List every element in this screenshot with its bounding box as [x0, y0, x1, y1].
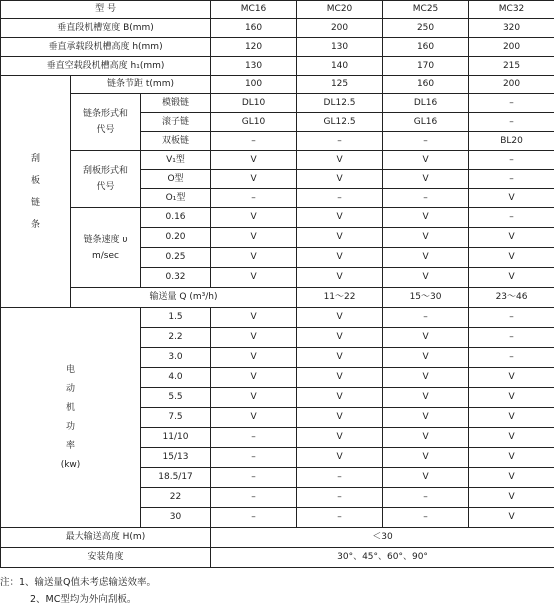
- value-cell: V: [297, 308, 383, 328]
- value-cell: V: [383, 408, 469, 428]
- value-cell: 250: [383, 19, 469, 38]
- model-header-cell: MC32: [469, 1, 554, 19]
- value-cell: V: [297, 328, 383, 348]
- type-cell: 11/10: [141, 428, 211, 448]
- table-row: [1, 76, 554, 94]
- value-cell: 23～46: [469, 288, 554, 308]
- value-cell: V: [469, 408, 554, 428]
- type-cell: 30: [141, 508, 211, 528]
- table-row: [1, 1, 554, 19]
- type-cell: O₁型: [141, 189, 211, 208]
- value-cell: V: [211, 408, 297, 428]
- value-cell: –: [383, 488, 469, 508]
- spec-label: 垂直段机槽宽度 B(mm): [1, 19, 211, 38]
- value-cell: V: [469, 428, 554, 448]
- table-row: [1, 548, 554, 568]
- value-cell: 11～22: [297, 288, 383, 308]
- table-row: [1, 38, 554, 57]
- value-cell: 200: [469, 76, 554, 94]
- value-cell: V: [297, 170, 383, 189]
- type-cell: 2.2: [141, 328, 211, 348]
- value-cell: –: [211, 428, 297, 448]
- value-cell: 215: [469, 57, 554, 76]
- value-cell: V: [469, 508, 554, 528]
- type-cell: 4.0: [141, 368, 211, 388]
- value-cell: GL12.5: [297, 113, 383, 132]
- table-row: [1, 19, 554, 38]
- value-cell: 320: [469, 19, 554, 38]
- notes: [0, 574, 156, 608]
- value-cell: V: [211, 170, 297, 189]
- type-cell: 18.5/17: [141, 468, 211, 488]
- value-cell: V: [383, 468, 469, 488]
- value-cell: V: [211, 151, 297, 170]
- value-cell: –: [297, 488, 383, 508]
- value-cell: –: [469, 328, 554, 348]
- value-cell: 160: [383, 76, 469, 94]
- value-cell: V: [297, 248, 383, 268]
- table-row: [1, 288, 554, 308]
- table-row: [1, 57, 554, 76]
- value-cell: –: [211, 448, 297, 468]
- value-cell: V: [297, 408, 383, 428]
- type-cell: 0.32: [141, 268, 211, 288]
- type-cell: 0.20: [141, 228, 211, 248]
- value-cell: GL10: [211, 113, 297, 132]
- value-cell: 170: [383, 57, 469, 76]
- value-cell: –: [211, 508, 297, 528]
- type-cell: 0.16: [141, 208, 211, 228]
- model-header-label: 型 号: [1, 1, 211, 19]
- value-cell: –: [469, 151, 554, 170]
- scraper-form-label: 刮板形式和 代号: [71, 151, 141, 208]
- value-cell: V: [383, 448, 469, 468]
- table-row: [1, 151, 554, 170]
- value-cell: V: [297, 348, 383, 368]
- type-cell: V₁型: [141, 151, 211, 170]
- value-cell: 160: [383, 38, 469, 57]
- value-cell: V: [297, 228, 383, 248]
- table-row: [1, 94, 554, 113]
- value-cell: 125: [297, 76, 383, 94]
- type-cell: 3.0: [141, 348, 211, 368]
- value-cell: –: [211, 468, 297, 488]
- value-cell: DL10: [211, 94, 297, 113]
- value-cell: V: [383, 388, 469, 408]
- note-2: 2、MC型均为外向刮板。: [30, 594, 137, 605]
- scraper-chain-group-label: 刮 板 链 条: [1, 76, 71, 308]
- value-cell: V: [297, 268, 383, 288]
- value-cell: –: [211, 488, 297, 508]
- value-cell: V: [469, 368, 554, 388]
- spec-label: 垂直承载段机槽高度 h(mm): [1, 38, 211, 57]
- value-cell: V: [469, 268, 554, 288]
- value-cell: DL12.5: [297, 94, 383, 113]
- install-angle-value: 30°、45°、60°、90°: [211, 548, 554, 568]
- value-cell: V: [297, 448, 383, 468]
- pitch-label: 链条节距 t(mm): [71, 76, 211, 94]
- install-angle-label: 安装角度: [1, 548, 211, 568]
- value-cell: V: [383, 368, 469, 388]
- chain-form-label: 链条形式和 代号: [71, 94, 141, 151]
- value-cell: 120: [211, 38, 297, 57]
- value-cell: V: [469, 189, 554, 208]
- value-cell: 200: [297, 19, 383, 38]
- value-cell: –: [383, 189, 469, 208]
- value-cell: V: [469, 228, 554, 248]
- value-cell: –: [297, 508, 383, 528]
- type-cell: 双板链: [141, 132, 211, 151]
- value-cell: V: [211, 228, 297, 248]
- note-1: 注：1、输送量Q值未考虑输送效率。: [0, 577, 157, 588]
- table-row: [1, 208, 554, 228]
- value-cell: –: [383, 308, 469, 328]
- value-cell: –: [469, 94, 554, 113]
- value-cell: –: [469, 208, 554, 228]
- max-height-value: ＜30: [211, 528, 554, 548]
- value-cell: 100: [211, 76, 297, 94]
- value-cell: V: [211, 248, 297, 268]
- table-row: [1, 528, 554, 548]
- value-cell: V: [383, 248, 469, 268]
- type-cell: 滚子链: [141, 113, 211, 132]
- type-cell: 22: [141, 488, 211, 508]
- value-cell: –: [297, 468, 383, 488]
- value-cell: –: [211, 132, 297, 151]
- value-cell: V: [297, 208, 383, 228]
- value-cell: V: [211, 388, 297, 408]
- value-cell: V: [211, 348, 297, 368]
- value-cell: V: [383, 328, 469, 348]
- value-cell: –: [383, 508, 469, 528]
- value-cell: V: [297, 151, 383, 170]
- value-cell: 160: [211, 19, 297, 38]
- value-cell: –: [211, 189, 297, 208]
- value-cell: V: [383, 268, 469, 288]
- motor-power-group-label: 电 动 机 功 率 (kw): [1, 308, 141, 528]
- value-cell: 140: [297, 57, 383, 76]
- value-cell: V: [383, 208, 469, 228]
- value-cell: V: [297, 388, 383, 408]
- value-cell: –: [469, 170, 554, 189]
- type-cell: 0.25: [141, 248, 211, 268]
- table-row: [1, 308, 554, 328]
- model-header-cell: MC25: [383, 1, 469, 19]
- value-cell: V: [469, 468, 554, 488]
- type-cell: 1.5: [141, 308, 211, 328]
- value-cell: –: [469, 308, 554, 328]
- value-cell: V: [469, 448, 554, 468]
- value-cell: DL16: [383, 94, 469, 113]
- value-cell: V: [383, 348, 469, 368]
- value-cell: V: [469, 488, 554, 508]
- type-cell: 7.5: [141, 408, 211, 428]
- value-cell: V: [383, 228, 469, 248]
- value-cell: –: [297, 189, 383, 208]
- value-cell: V: [211, 268, 297, 288]
- speed-label: 链条速度 υ m/sec: [71, 208, 141, 288]
- value-cell: 130: [297, 38, 383, 57]
- value-cell: V: [383, 151, 469, 170]
- value-cell: –: [383, 132, 469, 151]
- value-cell: V: [469, 248, 554, 268]
- value-cell: 15～30: [383, 288, 469, 308]
- spec-label: 垂直空载段机槽高度 h₁(mm): [1, 57, 211, 76]
- value-cell: V: [297, 368, 383, 388]
- max-height-label: 最大输送高度 H(m): [1, 528, 211, 548]
- value-cell: V: [383, 428, 469, 448]
- value-cell: V: [211, 308, 297, 328]
- value-cell: V: [297, 428, 383, 448]
- type-cell: 模锻链: [141, 94, 211, 113]
- model-header-cell: MC20: [297, 1, 383, 19]
- value-cell: V: [211, 208, 297, 228]
- model-header-cell: MC16: [211, 1, 297, 19]
- value-cell: BL20: [469, 132, 554, 151]
- capacity-label: 输送量 Q (m³/h): [71, 288, 297, 308]
- value-cell: V: [469, 388, 554, 408]
- value-cell: V: [211, 328, 297, 348]
- value-cell: GL16: [383, 113, 469, 132]
- value-cell: –: [297, 132, 383, 151]
- value-cell: –: [469, 348, 554, 368]
- value-cell: 200: [469, 38, 554, 57]
- type-cell: O型: [141, 170, 211, 189]
- type-cell: 5.5: [141, 388, 211, 408]
- value-cell: V: [211, 368, 297, 388]
- value-cell: V: [383, 170, 469, 189]
- type-cell: 15/13: [141, 448, 211, 468]
- value-cell: –: [469, 113, 554, 132]
- value-cell: 130: [211, 57, 297, 76]
